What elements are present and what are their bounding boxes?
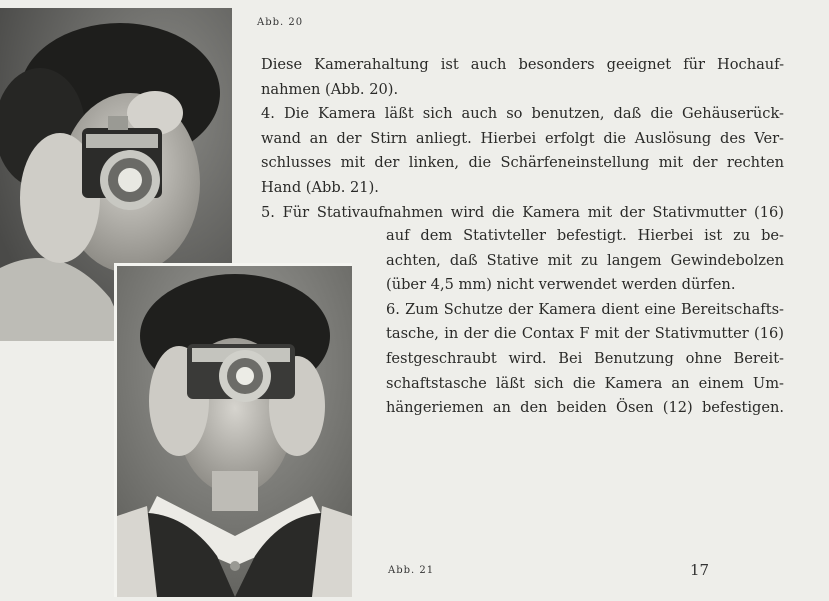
page-number: 17	[690, 561, 710, 579]
photo-fig21-illustration	[117, 266, 352, 597]
text-line: (über 4,5 mm) nicht verwendet werden dürfen.	[386, 276, 736, 294]
text-block-upper	[261, 53, 784, 225]
text-line: 6. Zum Schutze der Kamera dient eine Bereitschafts-	[386, 300, 784, 318]
text-line: auf dem Stativteller befestigt. Hierbei ist zu be-	[386, 227, 784, 244]
text-line: 5. Für Stativaufnahmen wird die Kamera mit der Stativmutter (16)	[261, 203, 784, 221]
text-line: nahmen (Abb. 20).	[261, 80, 399, 98]
text-line: wand an der Stirn anliegt. Hierbei erfolgt die Auslösung des Ver-	[261, 129, 784, 147]
text-block-lower	[386, 224, 784, 421]
text-line: Diese Kamerahaltung ist auch besonders geeignet für Hochauf-	[261, 56, 784, 73]
text-line: tasche, in der die Contax F mit der Stativmutter (16)	[386, 325, 784, 343]
figure-caption-abb21: Abb. 21	[388, 565, 435, 576]
text-line: schaftstasche läßt sich die Kamera an einem Um-	[386, 374, 784, 392]
text-line: Hand (Abb. 21).	[261, 178, 379, 196]
text-line: 4. Die Kamera läßt sich auch so benutzen, daß die Gehäuserück-	[261, 105, 784, 123]
text-line: achten, daß Stative mit zu langem Gewindebolzen	[386, 251, 784, 269]
text-line: hängeriemen an den beiden Ösen (12) befestigen.	[386, 399, 784, 417]
photo-camera-forehead-fig21	[114, 263, 352, 597]
figure-caption-abb20: Abb. 20	[257, 17, 304, 28]
text-line: schlusses mit der linken, die Schärfeneinstellung mit der rechten	[261, 154, 784, 172]
text-line: festgeschraubt wird. Bei Benutzung ohne Bereit-	[386, 349, 784, 367]
